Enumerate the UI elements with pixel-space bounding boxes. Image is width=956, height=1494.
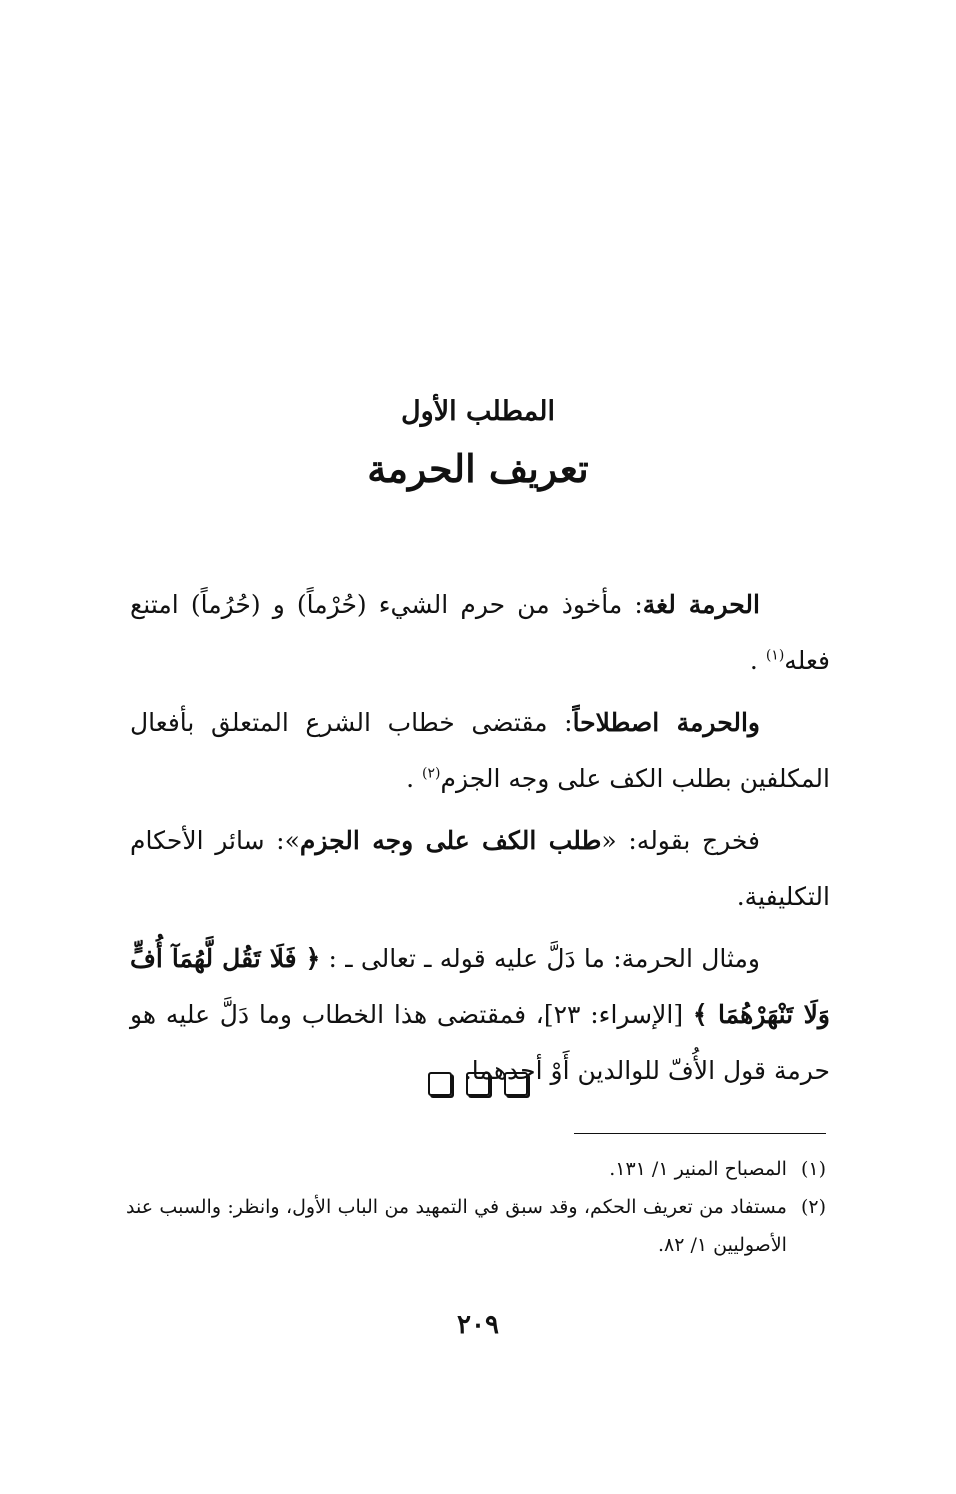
paragraph-exclusion <box>130 813 830 925</box>
section-label: المطلب الأول <box>401 396 555 427</box>
footnote-text: مستفاد من تعريف الحكم، وقد سبق في التمهيد من الباب الأول، وانظر: والسبب عند الأصوليين ١/ ٨٢. <box>126 1196 787 1256</box>
footnote-number: (٢) <box>800 1196 826 1218</box>
term-linguistic: الحرمة لغة <box>642 590 760 619</box>
paragraph-end: . <box>749 646 766 675</box>
section-end-ornament <box>0 1072 956 1096</box>
section-title: تعريف الحرمة <box>367 446 589 491</box>
section-headings <box>0 392 956 494</box>
footnote-ref-1[interactable]: (١) <box>765 647 785 664</box>
footnote-item <box>126 1150 826 1188</box>
paragraph-lead: فخرج بقوله: « <box>601 826 760 855</box>
paragraph-lead: ومثال الحرمة: ما دَلَّ عليه قوله ـ تعالى ـ : <box>320 944 760 973</box>
paragraph-text: [الإسراء: ٢٣]، فمقتضى هذا الخطاب وما دَلَّ عليه هو حرمة قول الأُفّ للوالدين أَوْ أحدهما. <box>130 1000 830 1085</box>
paragraph-linguistic-definition <box>130 577 830 689</box>
paragraph-text: : مأخوذ من حرم الشيء (حُرْماً) و (حُرُماً) امتنع فعله <box>130 590 830 675</box>
term-technical: والحرمة اصطلاحاً <box>572 708 760 737</box>
footnote-text: المصباح المنير ١/ ١٣١. <box>609 1158 787 1180</box>
quran-verse: ﴿ فَلَا تَقُل لَّهُمَآ أُفٍّ وَلَا تَنْهَرْهُمَا ﴾ <box>130 944 830 1029</box>
paragraph-end: . <box>406 764 422 793</box>
page-number: ٢٠٩ <box>457 1310 499 1340</box>
footnote-ref-2[interactable]: (٢) <box>422 765 441 782</box>
quoted-phrase: طلب الكف على وجه الجزم <box>299 826 602 855</box>
paragraph-technical-definition <box>130 695 830 807</box>
footnotes <box>126 1150 826 1264</box>
square-ornament-icon <box>504 1072 528 1096</box>
paragraph-text: »: سائر الأحكام التكليفية. <box>130 826 830 911</box>
paragraph-text: : مقتضى خطاب الشرع المتعلق بأفعال المكلفين بطلب الكف على وجه الجزم <box>130 708 830 793</box>
footnote-item <box>126 1188 826 1264</box>
footnote-number: (١) <box>800 1158 826 1180</box>
square-ornament-icon <box>428 1072 452 1096</box>
square-ornament-icon <box>466 1072 490 1096</box>
body-text <box>130 577 830 1105</box>
footnote-divider <box>574 1133 826 1134</box>
